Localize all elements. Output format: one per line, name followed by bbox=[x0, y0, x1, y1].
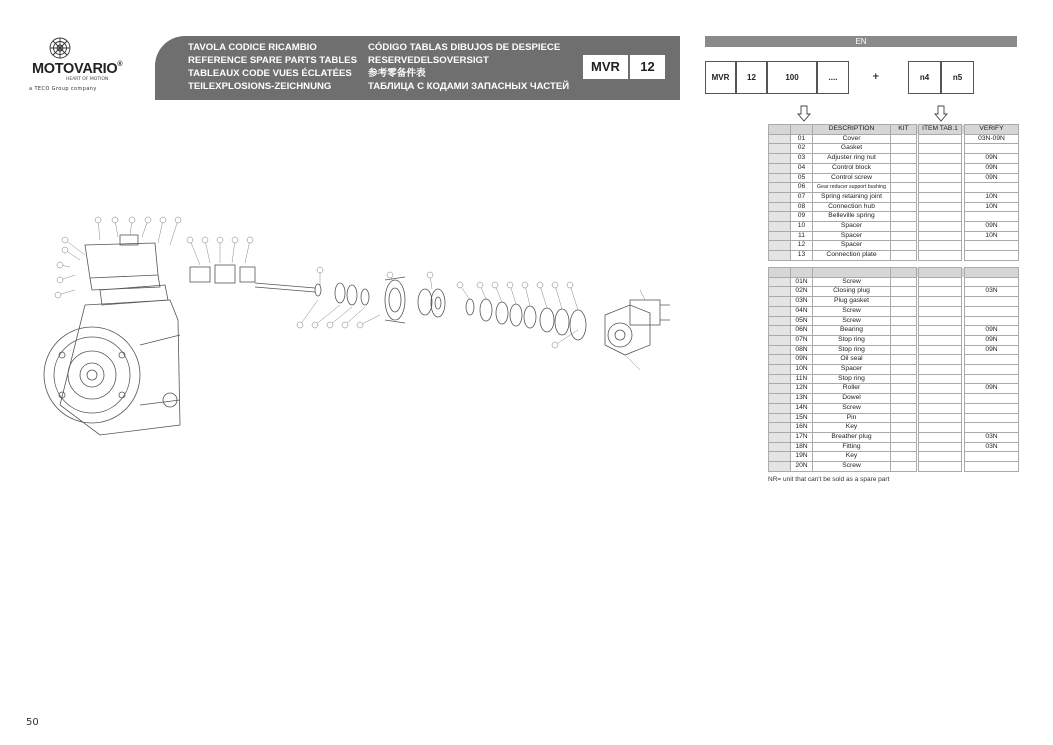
table-row bbox=[769, 163, 1019, 173]
part-code: 10N bbox=[791, 365, 813, 375]
item-tab-cell bbox=[919, 277, 962, 287]
part-code: 09N bbox=[791, 355, 813, 365]
part-code: 03 bbox=[791, 154, 813, 164]
part-description: Cover bbox=[813, 134, 891, 144]
banner-titles-left: TAVOLA CODICE RICAMBIO REFERENCE SPARE PARTS TABLES TABLEAUX CODE VUES ÉCLATÉES TEILEXPLOSIONS-ZEICHNUNG bbox=[188, 42, 357, 92]
part-code: 03N bbox=[791, 297, 813, 307]
logo-group-line: a TECO Group company bbox=[29, 86, 97, 92]
logo-wordmark: MOTOVARIO® bbox=[32, 61, 123, 77]
item-tab-cell bbox=[919, 326, 962, 336]
table-header-row bbox=[769, 125, 1019, 135]
verify-cell: 09N bbox=[965, 326, 1019, 336]
table-row bbox=[769, 374, 1019, 384]
part-description: Adjuster ring nut bbox=[813, 154, 891, 164]
code-box-ratio: 100 bbox=[767, 61, 817, 94]
table-row bbox=[769, 297, 1019, 307]
verify-cell bbox=[965, 462, 1019, 472]
part-code: 11 bbox=[791, 231, 813, 241]
item-tab-cell bbox=[919, 222, 962, 232]
table-row bbox=[769, 231, 1019, 241]
table-row bbox=[769, 345, 1019, 355]
kit-cell bbox=[891, 212, 917, 222]
verify-cell: 09N bbox=[965, 384, 1019, 394]
part-description: Key bbox=[813, 423, 891, 433]
kit-cell bbox=[891, 134, 917, 144]
part-description: Pin bbox=[813, 413, 891, 423]
verify-cell bbox=[965, 374, 1019, 384]
item-tab-cell bbox=[919, 384, 962, 394]
table-row bbox=[769, 222, 1019, 232]
verify-cell bbox=[965, 452, 1019, 462]
parts-table-secondary bbox=[768, 267, 1019, 472]
verify-cell bbox=[965, 212, 1019, 222]
kit-cell bbox=[891, 297, 917, 307]
part-description: Control screw bbox=[813, 173, 891, 183]
exploded-view-drawing bbox=[40, 205, 680, 450]
kit-cell bbox=[891, 384, 917, 394]
kit-cell bbox=[891, 374, 917, 384]
item-tab-cell bbox=[919, 403, 962, 413]
part-code: 08 bbox=[791, 202, 813, 212]
col-item-tab: ITEM TAB.1 bbox=[919, 125, 962, 135]
item-tab-cell bbox=[919, 345, 962, 355]
part-description: Control block bbox=[813, 163, 891, 173]
footnote: NR= unit that can't be sold as a spare part bbox=[768, 476, 890, 483]
col-kit: KIT bbox=[891, 125, 917, 135]
part-code: 01N bbox=[791, 277, 813, 287]
kit-cell bbox=[891, 413, 917, 423]
part-description: Breather plug bbox=[813, 432, 891, 442]
part-description: Screw bbox=[813, 277, 891, 287]
kit-cell bbox=[891, 394, 917, 404]
table-row bbox=[769, 452, 1019, 462]
code-box-n4: n4 bbox=[908, 61, 941, 94]
col-verify: VERIFY bbox=[965, 125, 1019, 135]
verify-cell: 03N-09N bbox=[965, 134, 1019, 144]
verify-cell bbox=[965, 365, 1019, 375]
verify-cell: 03N bbox=[965, 432, 1019, 442]
verify-cell: 09N bbox=[965, 222, 1019, 232]
parts-table-secondary-body bbox=[769, 277, 1019, 471]
code-box-option: .... bbox=[817, 61, 849, 94]
part-description: Stop ring bbox=[813, 345, 891, 355]
down-arrow-icon bbox=[934, 105, 948, 123]
item-tab-cell bbox=[919, 374, 962, 384]
verify-cell bbox=[965, 423, 1019, 433]
down-arrow-icon bbox=[797, 105, 811, 123]
kit-cell bbox=[891, 462, 917, 472]
motovario-logo bbox=[28, 36, 138, 96]
kit-cell bbox=[891, 251, 917, 261]
part-description: Screw bbox=[813, 462, 891, 472]
verify-cell bbox=[965, 316, 1019, 326]
kit-cell bbox=[891, 442, 917, 452]
table-row bbox=[769, 192, 1019, 202]
item-tab-cell bbox=[919, 423, 962, 433]
part-description: Bearing bbox=[813, 326, 891, 336]
item-tab-cell bbox=[919, 154, 962, 164]
page-number: 50 bbox=[26, 717, 39, 728]
verify-cell bbox=[965, 413, 1019, 423]
kit-cell bbox=[891, 423, 917, 433]
model-code: MVR bbox=[583, 55, 628, 79]
item-tab-cell bbox=[919, 432, 962, 442]
part-description: Screw bbox=[813, 306, 891, 316]
table-row bbox=[769, 355, 1019, 365]
item-tab-cell bbox=[919, 144, 962, 154]
kit-cell bbox=[891, 432, 917, 442]
verify-cell bbox=[965, 183, 1019, 193]
verify-cell bbox=[965, 297, 1019, 307]
part-code: 06N bbox=[791, 326, 813, 336]
verify-cell bbox=[965, 394, 1019, 404]
item-tab-cell bbox=[919, 173, 962, 183]
item-tab-cell bbox=[919, 297, 962, 307]
part-code: 20N bbox=[791, 462, 813, 472]
part-description: Gear reducer support bushing bbox=[813, 183, 891, 193]
model-size: 12 bbox=[630, 55, 665, 79]
kit-cell bbox=[891, 306, 917, 316]
part-code: 02 bbox=[791, 144, 813, 154]
item-tab-cell bbox=[919, 163, 962, 173]
table-row bbox=[769, 335, 1019, 345]
kit-cell bbox=[891, 183, 917, 193]
table-row bbox=[769, 212, 1019, 222]
part-description: Screw bbox=[813, 403, 891, 413]
table-row bbox=[769, 144, 1019, 154]
table-row bbox=[769, 154, 1019, 164]
verify-cell: 09N bbox=[965, 335, 1019, 345]
part-description: Spring retaining joint bbox=[813, 192, 891, 202]
logo-tagline: HEART OF MOTION bbox=[66, 77, 109, 82]
table-row bbox=[769, 241, 1019, 251]
item-tab-cell bbox=[919, 394, 962, 404]
kit-cell bbox=[891, 335, 917, 345]
table-header-row bbox=[769, 268, 1019, 278]
verify-cell: 09N bbox=[965, 154, 1019, 164]
parts-table-main bbox=[768, 124, 1019, 261]
table-row bbox=[769, 384, 1019, 394]
part-code: 10 bbox=[791, 222, 813, 232]
verify-cell bbox=[965, 241, 1019, 251]
table-row bbox=[769, 287, 1019, 297]
verify-cell: 09N bbox=[965, 173, 1019, 183]
table-row bbox=[769, 365, 1019, 375]
item-tab-cell bbox=[919, 462, 962, 472]
part-code: 15N bbox=[791, 413, 813, 423]
item-tab-cell bbox=[919, 355, 962, 365]
table-row bbox=[769, 134, 1019, 144]
kit-cell bbox=[891, 345, 917, 355]
table-row bbox=[769, 251, 1019, 261]
kit-cell bbox=[891, 316, 917, 326]
part-description: Gasket bbox=[813, 144, 891, 154]
kit-cell bbox=[891, 403, 917, 413]
part-code: 12N bbox=[791, 384, 813, 394]
table-row bbox=[769, 277, 1019, 287]
part-description: Connection plate bbox=[813, 251, 891, 261]
language-bar: EN bbox=[705, 36, 1017, 47]
item-tab-cell bbox=[919, 306, 962, 316]
part-description: Spacer bbox=[813, 222, 891, 232]
table-row bbox=[769, 326, 1019, 336]
code-box-model: MVR bbox=[705, 61, 736, 94]
part-description: Spacer bbox=[813, 365, 891, 375]
part-description: Stop ring bbox=[813, 374, 891, 384]
item-tab-cell bbox=[919, 365, 962, 375]
kit-cell bbox=[891, 452, 917, 462]
table-row bbox=[769, 394, 1019, 404]
table-row bbox=[769, 316, 1019, 326]
part-code: 01 bbox=[791, 134, 813, 144]
verify-cell bbox=[965, 277, 1019, 287]
part-code: 05 bbox=[791, 173, 813, 183]
item-tab-cell bbox=[919, 316, 962, 326]
col-description: DESCRIPTION bbox=[813, 125, 891, 135]
code-box-n5: n5 bbox=[941, 61, 974, 94]
kit-cell bbox=[891, 163, 917, 173]
item-tab-cell bbox=[919, 212, 962, 222]
part-code: 12 bbox=[791, 241, 813, 251]
kit-cell bbox=[891, 231, 917, 241]
verify-cell bbox=[965, 306, 1019, 316]
part-description: Key bbox=[813, 452, 891, 462]
logo-emblem-icon bbox=[48, 36, 72, 60]
table-row bbox=[769, 403, 1019, 413]
part-code: 04N bbox=[791, 306, 813, 316]
item-tab-cell bbox=[919, 241, 962, 251]
part-code: 13 bbox=[791, 251, 813, 261]
part-code: 16N bbox=[791, 423, 813, 433]
kit-cell bbox=[891, 355, 917, 365]
table-row bbox=[769, 442, 1019, 452]
part-description: Fitting bbox=[813, 442, 891, 452]
item-tab-cell bbox=[919, 287, 962, 297]
item-tab-cell bbox=[919, 335, 962, 345]
part-description: Stop ring bbox=[813, 335, 891, 345]
part-description: Dowel bbox=[813, 394, 891, 404]
part-description: Belleville spring bbox=[813, 212, 891, 222]
kit-cell bbox=[891, 202, 917, 212]
table-row bbox=[769, 183, 1019, 193]
part-description: Roller bbox=[813, 384, 891, 394]
code-plus: + bbox=[872, 72, 880, 82]
verify-cell: 03N bbox=[965, 442, 1019, 452]
title-banner bbox=[155, 36, 680, 100]
item-tab-cell bbox=[919, 202, 962, 212]
part-description: Spacer bbox=[813, 241, 891, 251]
part-code: 18N bbox=[791, 442, 813, 452]
kit-cell bbox=[891, 173, 917, 183]
verify-cell bbox=[965, 403, 1019, 413]
part-code: 07N bbox=[791, 335, 813, 345]
item-tab-cell bbox=[919, 413, 962, 423]
verify-cell bbox=[965, 355, 1019, 365]
verify-cell bbox=[965, 144, 1019, 154]
part-code: 02N bbox=[791, 287, 813, 297]
part-code: 05N bbox=[791, 316, 813, 326]
item-tab-cell bbox=[919, 192, 962, 202]
kit-cell bbox=[891, 222, 917, 232]
kit-cell bbox=[891, 241, 917, 251]
part-code: 04 bbox=[791, 163, 813, 173]
kit-cell bbox=[891, 192, 917, 202]
verify-cell: 09N bbox=[965, 345, 1019, 355]
part-description: Oil seal bbox=[813, 355, 891, 365]
part-description: Spacer bbox=[813, 231, 891, 241]
item-tab-cell bbox=[919, 231, 962, 241]
parts-table-main-body bbox=[769, 134, 1019, 260]
table-row bbox=[769, 432, 1019, 442]
part-code: 07 bbox=[791, 192, 813, 202]
part-description: Screw bbox=[813, 316, 891, 326]
kit-cell bbox=[891, 326, 917, 336]
part-code: 09 bbox=[791, 212, 813, 222]
verify-cell bbox=[965, 251, 1019, 261]
item-tab-cell bbox=[919, 452, 962, 462]
kit-cell bbox=[891, 277, 917, 287]
table-row bbox=[769, 306, 1019, 316]
verify-cell: 10N bbox=[965, 231, 1019, 241]
item-tab-cell bbox=[919, 183, 962, 193]
part-description: Connection hub bbox=[813, 202, 891, 212]
item-tab-cell bbox=[919, 442, 962, 452]
part-code: 13N bbox=[791, 394, 813, 404]
item-tab-cell bbox=[919, 134, 962, 144]
part-code: 06 bbox=[791, 183, 813, 193]
verify-cell: 09N bbox=[965, 163, 1019, 173]
banner-titles-right: CÓDIGO TABLAS DIBUJOS DE DESPIECE RESERVEDELSOVERSIGT 参考零备件表 ТАБЛИЦА С КОДАМИ ЗАПАСНЫХ ЧАСТЕЙ bbox=[368, 42, 570, 92]
table-row bbox=[769, 202, 1019, 212]
item-tab-cell bbox=[919, 251, 962, 261]
kit-cell bbox=[891, 365, 917, 375]
verify-cell: 10N bbox=[965, 202, 1019, 212]
part-code: 14N bbox=[791, 403, 813, 413]
table-row bbox=[769, 173, 1019, 183]
part-description: Closing plug bbox=[813, 287, 891, 297]
kit-cell bbox=[891, 154, 917, 164]
part-description: Plug gasket bbox=[813, 297, 891, 307]
table-row bbox=[769, 413, 1019, 423]
table-row bbox=[769, 423, 1019, 433]
table-row bbox=[769, 462, 1019, 472]
part-code: 19N bbox=[791, 452, 813, 462]
part-code: 17N bbox=[791, 432, 813, 442]
verify-cell: 03N bbox=[965, 287, 1019, 297]
part-code: 08N bbox=[791, 345, 813, 355]
part-code: 11N bbox=[791, 374, 813, 384]
kit-cell bbox=[891, 144, 917, 154]
kit-cell bbox=[891, 287, 917, 297]
verify-cell: 10N bbox=[965, 192, 1019, 202]
code-box-size: 12 bbox=[736, 61, 767, 94]
